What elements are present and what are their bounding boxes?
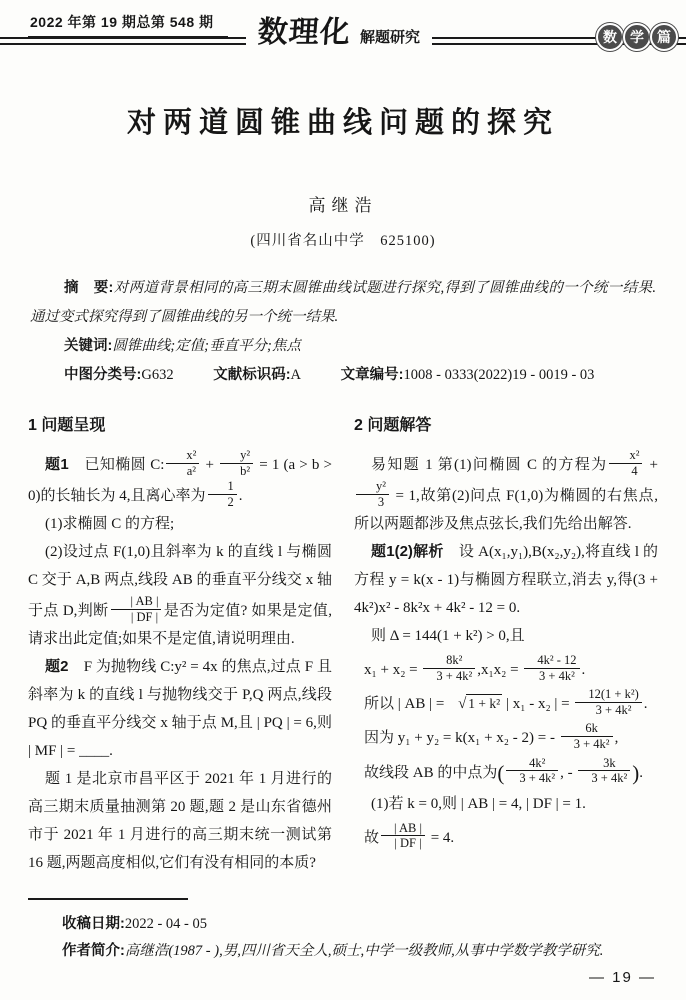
- fraction-numerator: x²: [166, 448, 199, 464]
- right-column: [354, 412, 658, 877]
- solution-intro-paragraph: 易知题 1 第(1)问椭圆 C 的方程为 $\frac{\text{x²}}{4}$ + $\frac{\text{y²}}{3}$ = 1,故第(2)问点 F(1,0)为椭圆的右焦点,所以两题都涉及焦点弦长,我们先给出解答.: [354, 447, 658, 533]
- fraction-numerator: 12(1 + k²): [575, 687, 641, 703]
- article-id-label: 文章编号:: [340, 366, 404, 383]
- fraction: [561, 721, 613, 752]
- radical-sign: √: [458, 696, 467, 713]
- problem-2-paragraph: 题2 F 为抛物线 C:y² = 4x 的焦点,过点 F 且斜率为 k 的直线 l 与抛物线交于 P,Q 两点,线段 PQ 的垂直平分线交 x 轴于点 M,且 | PQ | = 6,则 | MF | = ____.: [28, 658, 332, 760]
- discriminant-line: 则 Δ = 144(1 + k²) > 0,且: [371, 628, 525, 645]
- fraction-denominator: 3 + 4k²: [436, 668, 473, 683]
- fraction: [524, 653, 579, 684]
- abstract-paragraph: [30, 274, 656, 332]
- badge-circle: 数: [596, 23, 624, 51]
- fraction-denominator: 3: [377, 494, 385, 509]
- problem-source-paragraph: 题 1 是北京市昌平区于 2021 年 1 月进行的高三期末质量抽测第 20 题,题 2 是山东省德州市于 2021 年 1 月进行的高三期末统一测试第 16 题,两题高度相似,它们有没有相同的本质?: [28, 771, 332, 872]
- y-sum-equation: 因为 y₁ + y₂ = k(x₁ + x₂ - 2) = - $\frac{6k}{\text{3 + 4k²}}$ ,: [364, 721, 619, 752]
- journal-logo-subtitle: 解题研究: [360, 29, 421, 46]
- clc-label: 中图分类号:: [64, 366, 142, 383]
- fraction-numerator: 4k² - 12: [524, 653, 579, 669]
- footnote-divider: [28, 898, 188, 900]
- fraction: [609, 448, 642, 479]
- bold-text: 题2: [45, 658, 69, 676]
- bold-text: 题1: [45, 455, 69, 473]
- abstract-text: 对两道背景相同的高三期末圆锥曲线试题进行探究,得到了圆锥曲线的一个统一结果.通过变式探究得到了圆锥曲线的另一个统一结果.: [30, 279, 656, 325]
- bio-label: 作者简介:: [62, 943, 125, 959]
- section-heading-2: 2 问题解答: [354, 416, 432, 434]
- page-footer: [28, 898, 658, 986]
- fraction-denominator: a²: [186, 463, 197, 478]
- page-header: [0, 0, 686, 56]
- author-affiliation: (四川省名山中学 625100): [250, 232, 436, 249]
- badge-circle: 学: [623, 23, 651, 51]
- fraction-numerator: y²: [220, 448, 253, 464]
- badge-circle: 篇: [650, 23, 678, 51]
- abstract-label: 摘 要:: [64, 279, 114, 296]
- vieta-equation: x₁ + x₂ = $\frac{\text{8k²}}{\text{3 + 4k²}}$ ,x₁x₂ = $\frac{\text{4k² - 12}}{\text{3 + 4k²}}$ .: [364, 653, 586, 683]
- ratio-result-equation: 故 $\frac{| AB |}{| DF |}$ = 4.: [364, 820, 455, 851]
- problem-1-paragraph: 题1 已知椭圆 C: $\frac{\text{x²}}{\text{a²}}$ + $\frac{\text{y²}}{\text{b²}}$ = 1 (a > b > 0)的长轴长为 4,且离心率为 $\frac{1}{2}$ .: [28, 447, 333, 509]
- fraction-denominator: 3 + 4k²: [573, 737, 610, 752]
- fraction-denominator: 4: [631, 463, 638, 478]
- fraction-denominator: 3 + 4k²: [539, 668, 575, 683]
- fraction: [208, 479, 237, 510]
- fraction: [506, 756, 558, 787]
- fraction: [578, 756, 630, 787]
- classification-row: [30, 361, 656, 390]
- fraction-numerator: 3k: [578, 756, 630, 772]
- doc-code-label: 文献标识码:: [213, 366, 291, 383]
- keywords-text: 圆锥曲线;定值;垂直平分;焦点: [112, 337, 301, 354]
- large-paren: (: [497, 760, 505, 785]
- received-label: 收稿日期:: [62, 916, 125, 932]
- keywords-row: [30, 332, 656, 361]
- journal-logo-title: 数理化: [256, 16, 352, 49]
- journal-logo: [246, 5, 432, 57]
- fraction: [423, 653, 475, 684]
- received-date-row: [28, 911, 658, 938]
- fraction-denominator: 3 + 4k²: [595, 703, 632, 718]
- abstract-block: [30, 274, 656, 390]
- clc-pair: [64, 367, 174, 383]
- fraction-numerator: 8k²: [423, 653, 475, 669]
- clc-value: G632: [141, 366, 174, 383]
- bold-text: 题1(2)解析: [371, 543, 444, 561]
- bio-text: 高继浩(1987 - ),男,四川省天全人,硕士,中学一级教师,从事中学数学教学研究.: [124, 943, 604, 959]
- radicand: 1 + k²: [468, 696, 501, 712]
- fraction-denominator: 3 + 4k²: [519, 771, 556, 786]
- fraction: [220, 448, 253, 479]
- author-name: 高继浩: [308, 195, 378, 215]
- fraction: [166, 448, 199, 479]
- fraction-numerator: | AB |: [381, 821, 425, 837]
- left-column: [28, 412, 332, 877]
- page-number: — 19 —: [588, 969, 656, 986]
- article-id-pair: [341, 367, 595, 383]
- main-columns: [28, 412, 658, 877]
- fraction: [356, 479, 389, 510]
- fraction-denominator: 2: [227, 494, 234, 509]
- fraction: [111, 594, 162, 625]
- doc-code-pair: [213, 367, 301, 383]
- section-heading-1: 1 问题呈现: [28, 416, 106, 434]
- fraction-numerator: y²: [356, 479, 389, 495]
- issue-info: 2022 年第 19 期总第 548 期: [28, 12, 228, 38]
- fraction-denominator: | DF |: [130, 609, 159, 624]
- sqrt-expression: [448, 690, 502, 718]
- fraction-denominator: | DF |: [394, 836, 422, 851]
- fraction-denominator: b²: [240, 463, 251, 478]
- chord-length-equation: 所以 | AB | = √ 1 + k² | x₁ - x₂ | = $\frac{\text{12(1 + k²)}}{\text{3 + 4k²}}$ .: [364, 687, 648, 718]
- fraction: [575, 687, 641, 718]
- large-paren: ): [632, 760, 640, 785]
- author-bio-row: [28, 938, 658, 965]
- problem-1-part-2: (2)设过点 F(1,0)且斜率为 k 的直线 l 与椭圆 C 交于 A,B 两点,线段 AB 的垂直平分线交 x 轴于点 D,判断 $\frac{| AB |}{| DF |}$ 是否为定值? 如果是定值,请求出此定值;如果不是定值,请说明理由.: [28, 544, 332, 648]
- fraction-denominator: 3 + 4k²: [591, 771, 628, 786]
- fraction-numerator: 1: [208, 479, 237, 495]
- case-k0-line: (1)若 k = 0,则 | AB | = 4, | DF | = 1.: [371, 795, 586, 812]
- doc-code-value: A: [290, 366, 302, 383]
- fraction-numerator: x²: [609, 448, 642, 464]
- article-title: 对两道圆锥曲线问题的探究: [126, 107, 559, 139]
- article-id-value: 1008 - 0333(2022)19 - 0019 - 03: [403, 366, 595, 383]
- fraction-numerator: | AB |: [111, 594, 162, 610]
- fraction-numerator: 4k²: [506, 756, 558, 772]
- problem-1-part-1: (1)求椭圆 C 的方程;: [45, 516, 175, 533]
- solution-setup-paragraph: 题1(2)解析 设 A(x₁,y₁),B(x₂,y₂),将直线 l 的方程 y = k(x - 1)与椭圆方程联立,消去 y,得(3 + 4k²)x² - 8k²x + 4k² - 12 = 0.: [354, 543, 658, 617]
- fraction: [381, 821, 425, 852]
- received-value: 2022 - 04 - 05: [124, 916, 208, 932]
- midpoint-equation: 故线段 AB 的中点为( $\frac{\text{4k²}}{\text{3 + 4k²}}$ , - $\frac{3k}{\text{3 + 4k²}}$ ).: [364, 755, 643, 786]
- keywords-label: 关键词:: [64, 337, 113, 354]
- section-badges: [597, 23, 678, 51]
- fraction-numerator: 6k: [561, 721, 613, 737]
